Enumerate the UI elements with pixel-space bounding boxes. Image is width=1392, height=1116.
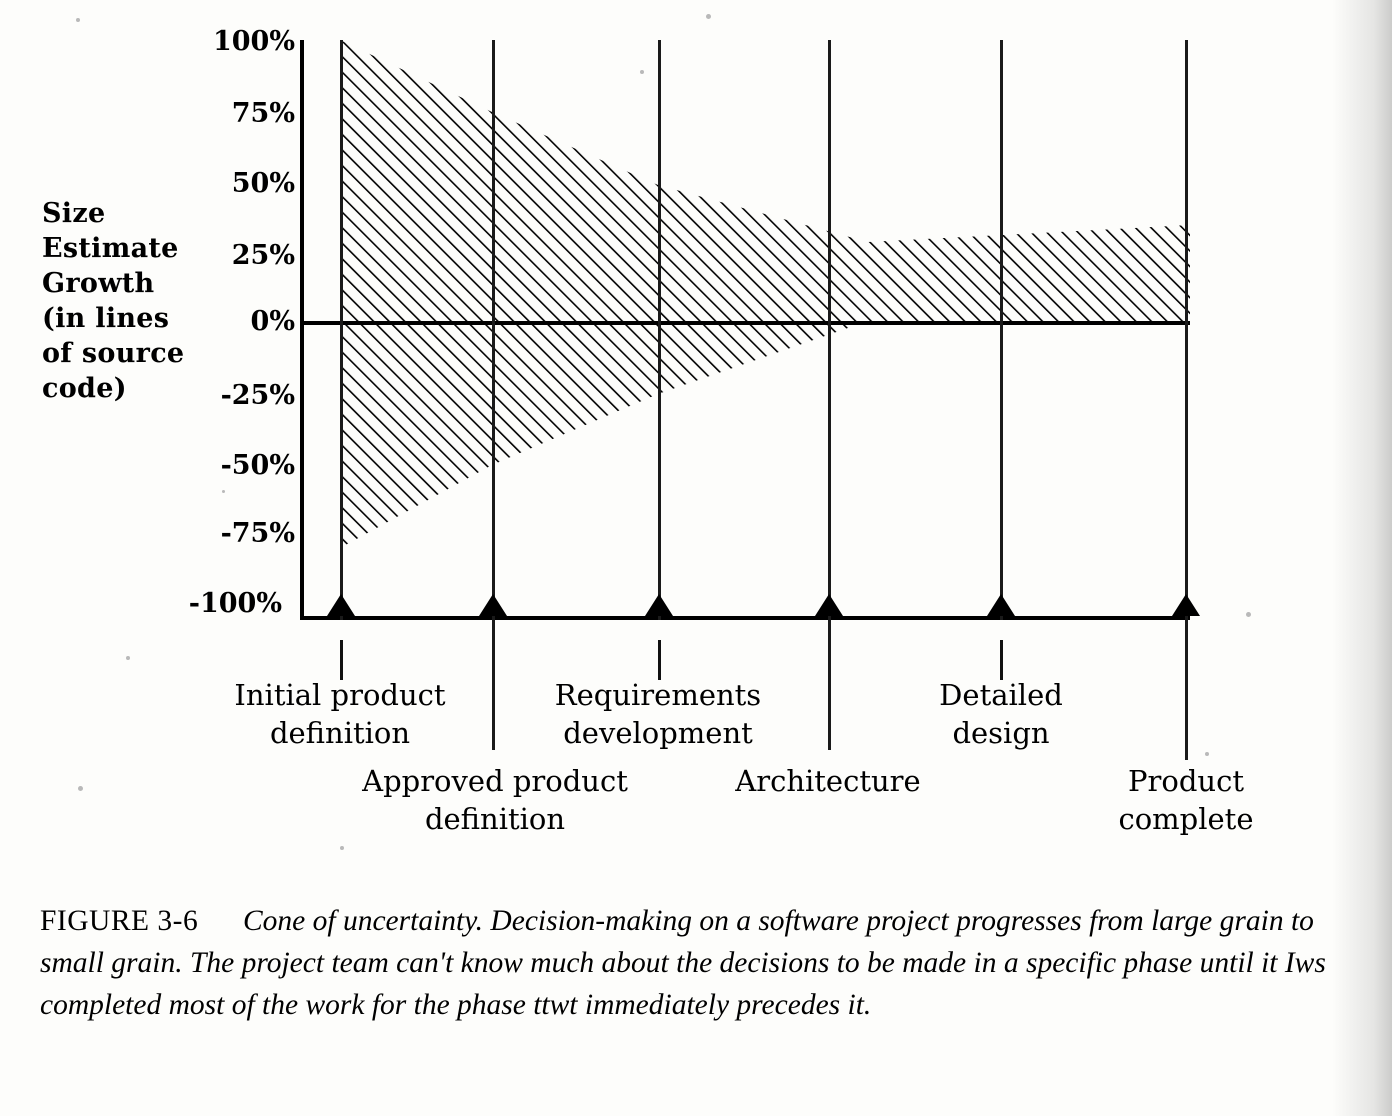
milestone-marker-architecture	[815, 594, 843, 616]
milestone-marker-approved-product-definition	[479, 594, 507, 616]
milestone-label-line1: Architecture	[735, 764, 921, 798]
milestone-line-product-complete	[1185, 40, 1188, 620]
x-axis-line	[300, 616, 1190, 620]
milestone-stub-initial-product-definition	[340, 640, 343, 680]
zero-baseline	[300, 321, 1190, 325]
figure-caption	[40, 900, 1360, 1026]
milestone-stub-requirements-development	[658, 640, 661, 680]
milestone-label-requirements-development	[528, 676, 788, 752]
y-axis-line	[300, 40, 304, 620]
milestone-line-detailed-design	[1000, 40, 1003, 620]
milestone-label-line1: Requirements	[554, 678, 762, 712]
y-tick-neg75: -75%	[220, 518, 295, 549]
milestone-label-architecture	[718, 762, 938, 800]
milestone-label-initial-product-definition	[215, 676, 465, 752]
milestone-marker-product-complete	[1172, 594, 1200, 616]
y-tick-50: 50%	[231, 168, 295, 199]
milestone-line-initial-product-definition	[340, 40, 343, 620]
uncertainty-cone	[340, 40, 1190, 620]
milestone-label-line2: definition	[269, 716, 411, 750]
figure-caption-text: Cone of uncertainty. Decision-making on a software project progresses from large grain to small grain. The project team can't know much about the decisions to be made in a specific phase until it Iws completed most of the work for the phase ttwt immediately precedes it.	[40, 905, 1326, 1021]
figure-number: FIGURE 3-6	[40, 905, 199, 937]
scan-speck	[76, 18, 80, 22]
milestone-marker-initial-product-definition	[327, 594, 355, 616]
y-axis-title-line-5: of source	[42, 338, 185, 369]
scan-speck	[1246, 612, 1251, 617]
milestone-label-product-complete	[1068, 762, 1304, 838]
scan-speck	[222, 490, 225, 493]
y-axis-title-line-4: (in lines	[42, 303, 170, 334]
scan-speck	[1205, 752, 1209, 756]
milestone-marker-requirements-development	[645, 594, 673, 616]
y-tick-neg100: -100%	[188, 588, 282, 619]
milestone-label-line2: complete	[1118, 802, 1254, 836]
scan-speck	[706, 14, 711, 19]
y-tick-75: 75%	[231, 98, 295, 129]
milestone-label-line1: Initial product	[234, 678, 446, 712]
milestone-label-approved-product-definition	[340, 762, 650, 838]
y-axis-title-line-1: Size	[42, 198, 106, 229]
milestone-label-line2: design	[952, 716, 1050, 750]
y-axis-title	[42, 196, 217, 406]
milestone-line-approved-product-definition	[492, 40, 495, 620]
y-tick-0: 0%	[250, 306, 295, 337]
scan-speck	[640, 70, 644, 74]
milestone-label-line1: Approved product	[362, 764, 628, 798]
milestone-ext-approved-product-definition	[492, 620, 495, 750]
scan-speck	[340, 846, 344, 850]
milestone-ext-product-complete	[1185, 620, 1188, 760]
milestone-label-line1: Product	[1128, 764, 1244, 798]
milestone-line-architecture	[828, 40, 831, 620]
milestone-label-line2: development	[563, 716, 753, 750]
milestone-stub-detailed-design	[1000, 640, 1003, 680]
milestone-line-requirements-development	[658, 40, 661, 620]
milestone-label-line1: Detailed	[939, 678, 1063, 712]
milestone-label-detailed-design	[890, 676, 1112, 752]
milestone-marker-detailed-design	[987, 594, 1015, 616]
y-tick-neg25: -25%	[220, 380, 295, 411]
plot-area	[300, 40, 1190, 620]
y-tick-100: 100%	[212, 26, 295, 57]
y-axis-title-line-6: code)	[42, 373, 127, 404]
scan-speck	[78, 786, 83, 791]
y-tick-25: 25%	[231, 240, 295, 271]
y-axis-title-line-3: Growth	[42, 268, 155, 299]
milestone-ext-architecture	[828, 620, 831, 750]
scan-speck	[126, 656, 130, 660]
milestone-label-line2: definition	[424, 802, 566, 836]
y-tick-neg50: -50%	[220, 450, 295, 481]
y-axis-title-line-2: Estimate	[42, 233, 179, 264]
